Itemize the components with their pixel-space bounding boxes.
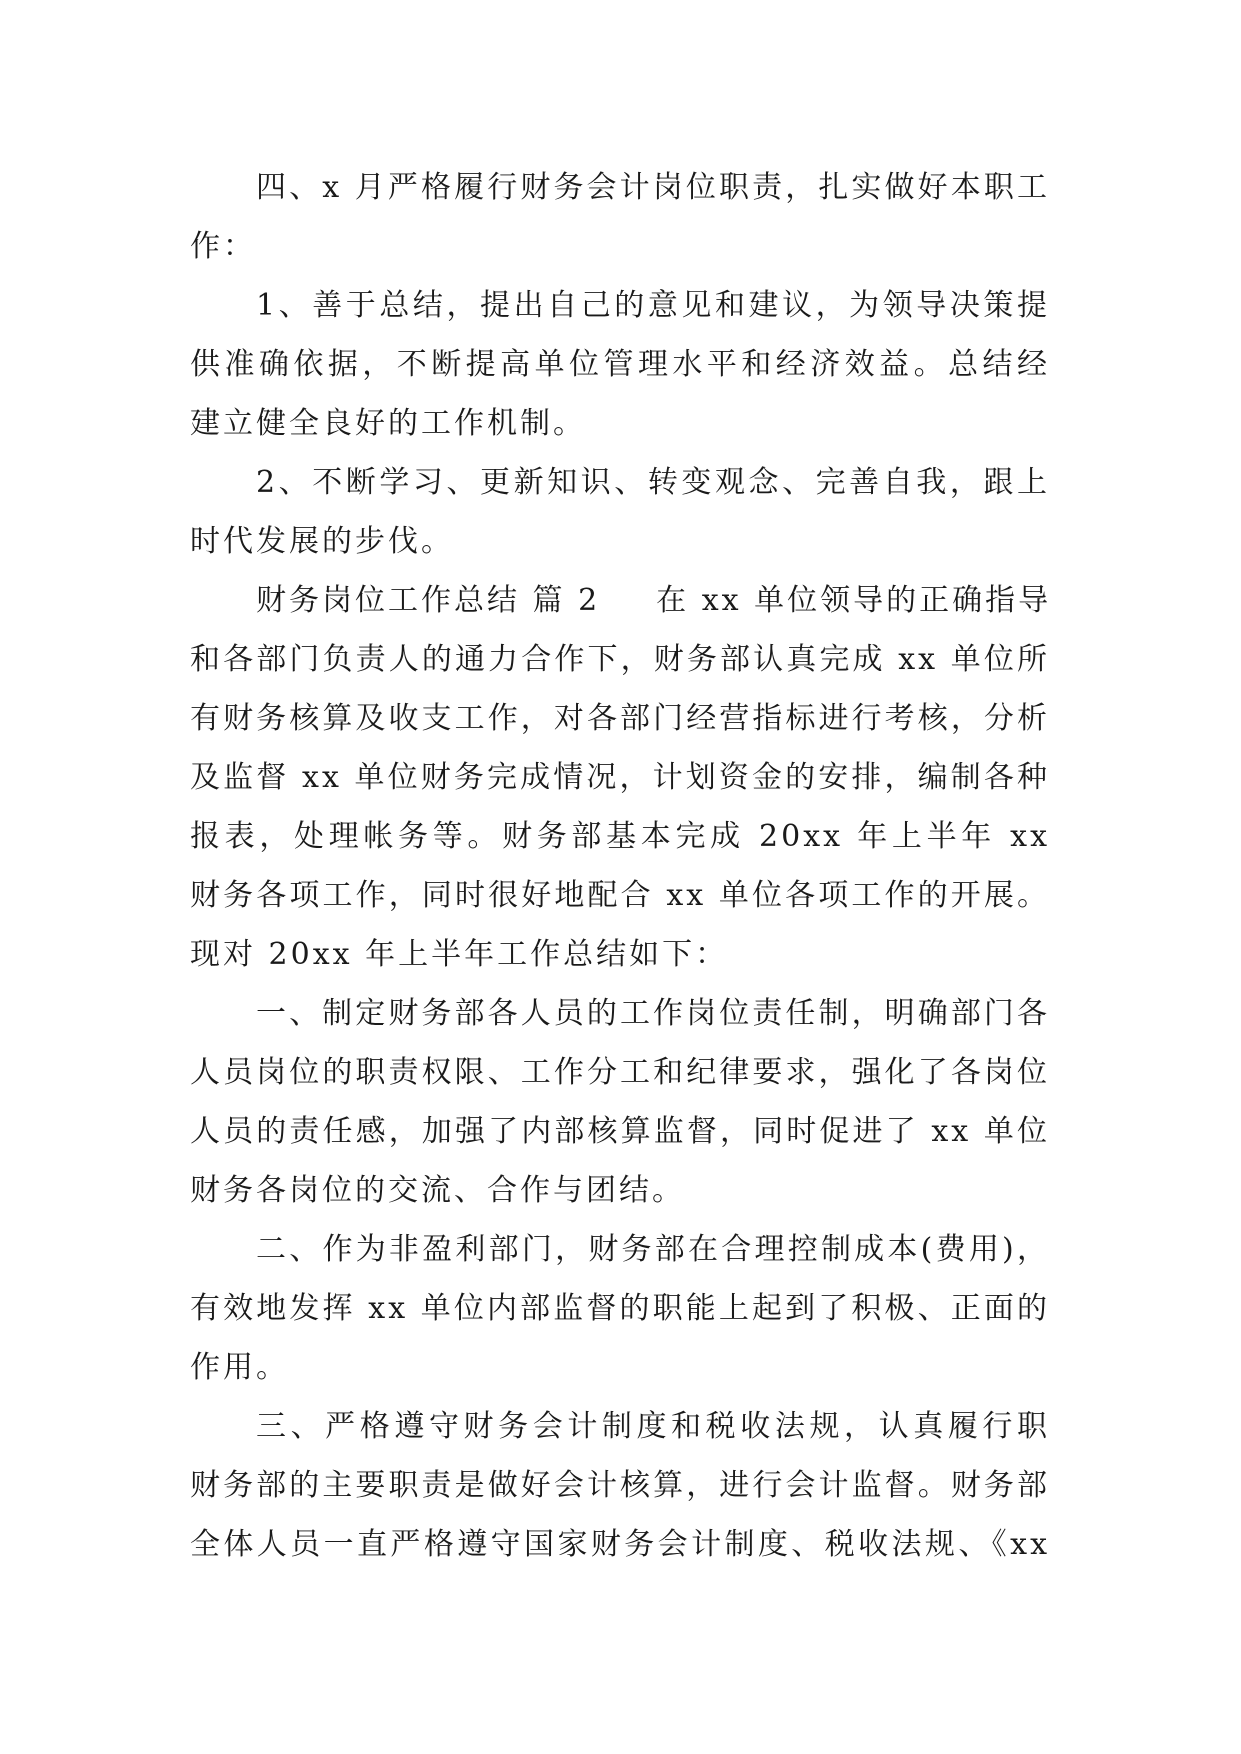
text-line: 作用。 [190,1350,289,1385]
section-heading: 财务岗位工作总结 篇 2 [256,583,601,618]
paragraph-item-2 [190,453,1050,571]
text-line: 四、x 月严格履行财务会计岗位职责，扎实做好本职工 [256,170,1050,205]
text-line: 现对 20xx 年上半年工作总结如下： [190,937,729,972]
paragraph-summary-part-2 [190,571,1050,984]
text-line: 人员的责任感，加强了内部核算监督，同时促进了 xx 单位 [190,1114,1050,1149]
document-body [190,158,1050,1574]
text-line [190,571,1050,630]
text-line: 作： [190,229,256,264]
text-line: 二、作为非盈利部门，财务部在合理控制成本(费用)， [256,1232,1050,1267]
text-line: 财务各岗位的交流、合作与团结。 [190,1173,685,1208]
text-fragment: 在 xx 单位领导的正确指导 [656,583,1052,618]
text-line: 建立健全良好的工作机制。 [190,406,586,441]
text-line: 供准确依据，不断提高单位管理水平和经济效益。总结经 [190,347,1050,382]
text-line: 人员岗位的职责权限、工作分工和纪律要求，强化了各岗位 [190,1055,1050,1090]
text-line: 报表，处理帐务等。财务部基本完成 20xx 年上半年 xx [190,819,1050,854]
text-line: 三、严格遵守财务会计制度和税收法规，认真履行职 [256,1409,1050,1444]
text-line: 和各部门负责人的通力合作下，财务部认真完成 xx 单位所 [190,642,1050,677]
text-line: 有财务核算及收支工作，对各部门经营指标进行考核，分析 [190,701,1050,736]
text-line: 一、制定财务部各人员的工作岗位责任制，明确部门各 [256,996,1050,1031]
paragraph-item-1 [190,276,1050,453]
paragraph-point-one [190,984,1050,1220]
text-line: 全体人员一直严格遵守国家财务会计制度、税收法规、《xx [190,1527,1050,1562]
text-line: 及监督 xx 单位财务完成情况，计划资金的安排，编制各种 [190,760,1050,795]
text-line: 有效地发挥 xx 单位内部监督的职能上起到了积极、正面的 [190,1291,1050,1326]
text-line: 财务各项工作，同时很好地配合 xx 单位各项工作的开展。 [190,878,1050,913]
paragraph-point-two [190,1220,1050,1397]
text-line: 2、不断学习、更新知识、转变观念、完善自我，跟上 [256,465,1050,500]
paragraph-section-four [190,158,1050,276]
text-line: 时代发展的步伐。 [190,524,454,559]
text-line: 1、善于总结，提出自己的意见和建议，为领导决策提 [256,288,1050,323]
text-line: 财务部的主要职责是做好会计核算，进行会计监督。财务部 [190,1468,1050,1503]
paragraph-point-three [190,1397,1050,1574]
